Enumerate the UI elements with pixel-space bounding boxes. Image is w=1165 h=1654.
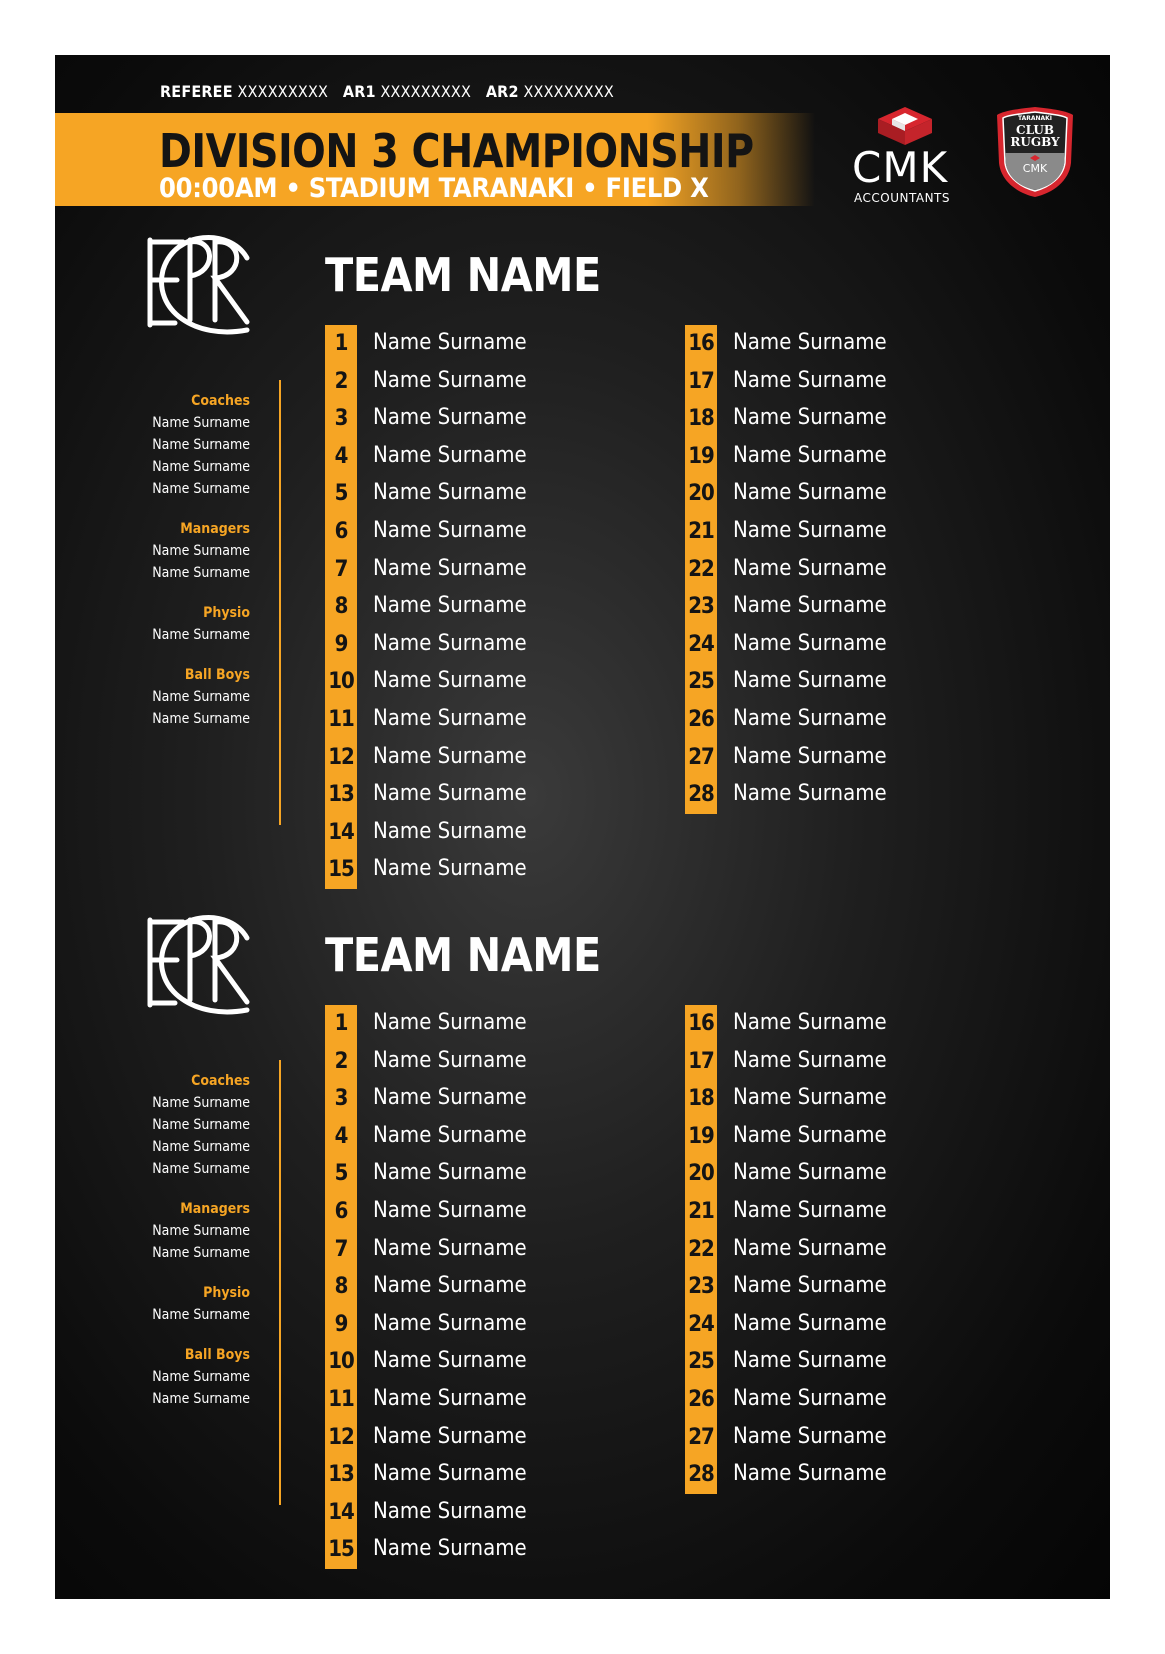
player-row <box>325 363 655 400</box>
shield-club-text: CLUB <box>1016 123 1054 137</box>
player-name: Name Surname <box>373 1198 527 1223</box>
player-row <box>325 475 655 512</box>
jersey-number: 12 <box>328 1424 354 1450</box>
player-row <box>325 1456 655 1493</box>
jersey-number: 14 <box>328 819 354 845</box>
player-row <box>325 438 655 475</box>
jersey-number: 17 <box>688 368 714 394</box>
staff-person: Name Surname <box>152 711 250 727</box>
staff-role-label: Coaches <box>191 393 250 409</box>
player-name: Name Surname <box>733 743 887 769</box>
player-row <box>325 1343 655 1380</box>
staff-role-label: Physio <box>203 1285 250 1301</box>
staff-person: Name Surname <box>152 565 250 581</box>
jersey-number: 23 <box>688 594 714 620</box>
player-row <box>325 701 655 738</box>
player-name: Name Surname <box>373 1122 527 1148</box>
player-row <box>685 1193 1015 1230</box>
jersey-number: 7 <box>334 1236 348 1262</box>
jersey-number: 22 <box>688 556 714 582</box>
player-row <box>685 1231 1015 1268</box>
jersey-number: 28 <box>688 782 714 808</box>
player-row <box>325 1381 655 1418</box>
jersey-number: 25 <box>688 1349 714 1375</box>
staff-role-label: Physio <box>203 605 250 621</box>
player-name: Name Surname <box>733 330 887 355</box>
staff-role-label: Managers <box>180 1201 250 1217</box>
title-banner <box>55 113 815 206</box>
jersey-number: 2 <box>334 368 348 394</box>
player-row <box>325 1043 655 1080</box>
player-name: Name Surname <box>373 1047 527 1073</box>
player-name: Name Surname <box>373 1461 527 1487</box>
player-name: Name Surname <box>733 706 887 731</box>
player-row <box>685 701 1015 738</box>
jersey-number: 5 <box>334 1161 348 1187</box>
jersey-number: 24 <box>688 1311 714 1337</box>
player-name: Name Surname <box>733 1273 887 1299</box>
player-name: Name Surname <box>733 1235 887 1261</box>
team-section-2 <box>55 910 1110 1563</box>
player-name: Name Surname <box>733 518 887 543</box>
player-name: Name Surname <box>373 1160 527 1186</box>
player-row <box>325 325 655 362</box>
player-name: Name Surname <box>733 1348 887 1374</box>
jersey-number: 6 <box>334 519 348 544</box>
jersey-number: 19 <box>688 1123 714 1149</box>
player-row <box>685 551 1015 588</box>
player-name: Name Surname <box>373 1235 527 1261</box>
team-staff <box>105 390 250 748</box>
player-name: Name Surname <box>733 1198 887 1223</box>
shield-cmk-text: CMK <box>1022 162 1048 175</box>
staff-role-label: Coaches <box>191 1073 250 1089</box>
jersey-number: 11 <box>328 707 354 732</box>
player-row <box>685 1043 1015 1080</box>
managers-group <box>105 1198 250 1264</box>
jersey-number: 1 <box>334 1011 348 1036</box>
jersey-number: 2 <box>334 1048 348 1074</box>
player-name: Name Surname <box>373 1498 527 1524</box>
jersey-number: 15 <box>328 857 354 883</box>
player-name: Name Surname <box>373 1536 527 1562</box>
staff-person: Name Surname <box>152 689 250 705</box>
player-name: Name Surname <box>733 1010 887 1035</box>
player-row <box>325 588 655 625</box>
player-name: Name Surname <box>373 1348 527 1374</box>
jersey-number: 10 <box>328 669 354 695</box>
jersey-number: 27 <box>688 744 714 770</box>
ar1-label: AR1 <box>342 82 376 101</box>
jersey-number: 27 <box>688 1424 714 1450</box>
player-name: Name Surname <box>373 1386 527 1411</box>
player-name: Name Surname <box>733 367 887 393</box>
player-row <box>685 588 1015 625</box>
jersey-number: 23 <box>688 1274 714 1300</box>
player-name: Name Surname <box>373 593 527 619</box>
staff-person: Name Surname <box>152 543 250 559</box>
jersey-number: 5 <box>334 481 348 507</box>
jersey-number: 17 <box>688 1048 714 1074</box>
staff-person: Name Surname <box>152 1117 250 1133</box>
jersey-number: 9 <box>334 631 348 657</box>
player-row <box>325 739 655 776</box>
player-row <box>325 1268 655 1305</box>
player-name: Name Surname <box>733 1310 887 1336</box>
player-row <box>685 1118 1015 1155</box>
staff-person: Name Surname <box>152 437 250 453</box>
player-name: Name Surname <box>373 668 527 694</box>
player-row <box>325 1005 655 1042</box>
player-row <box>685 1080 1015 1117</box>
ar2-value: XXXXXXXXX <box>523 82 614 101</box>
player-name: Name Surname <box>373 1310 527 1336</box>
player-row <box>325 1193 655 1230</box>
staff-person: Name Surname <box>152 415 250 431</box>
player-row <box>685 1268 1015 1305</box>
match-officials <box>160 82 624 101</box>
team-sheet-poster <box>55 55 1110 1599</box>
club-monogram-logo <box>135 230 265 340</box>
jersey-number: 26 <box>688 1387 714 1412</box>
player-name: Name Surname <box>733 1386 887 1411</box>
player-name: Name Surname <box>733 1160 887 1186</box>
player-row <box>685 1306 1015 1343</box>
jersey-number: 19 <box>688 443 714 469</box>
player-name: Name Surname <box>733 1461 887 1487</box>
player-name: Name Surname <box>733 630 887 656</box>
player-row <box>325 513 655 550</box>
jersey-number: 11 <box>328 1387 354 1412</box>
staff-role-label: Managers <box>180 521 250 537</box>
jersey-number: 1 <box>334 331 348 356</box>
player-name: Name Surname <box>373 1273 527 1299</box>
player-name: Name Surname <box>373 442 527 468</box>
player-name: Name Surname <box>733 1423 887 1449</box>
player-name: Name Surname <box>733 1122 887 1148</box>
event-subtitle: 00:00AM • STADIUM TARANAKI • FIELD X <box>159 173 709 204</box>
staff-role-label: Ball Boys <box>184 667 250 683</box>
player-row <box>325 1531 655 1568</box>
jersey-number: 28 <box>688 1462 714 1488</box>
player-row <box>685 663 1015 700</box>
jersey-number: 25 <box>688 669 714 695</box>
player-name: Name Surname <box>373 706 527 731</box>
player-name: Name Surname <box>733 480 887 506</box>
jersey-number: 14 <box>328 1499 354 1525</box>
player-name: Name Surname <box>373 818 527 844</box>
jersey-number: 7 <box>334 556 348 582</box>
staff-person: Name Surname <box>152 1369 250 1385</box>
jersey-number: 15 <box>328 1537 354 1563</box>
player-row <box>685 475 1015 512</box>
player-row <box>325 1231 655 1268</box>
jersey-number: 22 <box>688 1236 714 1262</box>
coaches-group <box>105 390 250 500</box>
jersey-number: 13 <box>328 1462 354 1488</box>
team-staff <box>105 1070 250 1428</box>
staff-person: Name Surname <box>152 1139 250 1155</box>
player-row <box>685 1381 1015 1418</box>
player-name: Name Surname <box>373 743 527 769</box>
taranaki-club-rugby-shield-logo <box>995 105 1075 199</box>
player-row <box>685 325 1015 362</box>
ball-boys-group <box>105 664 250 730</box>
jersey-number: 26 <box>688 707 714 732</box>
divider-line <box>279 1060 281 1505</box>
shield-rugby-text: RUGBY <box>1010 135 1060 149</box>
player-name: Name Surname <box>373 518 527 543</box>
player-row <box>325 663 655 700</box>
player-row <box>685 438 1015 475</box>
player-row <box>685 626 1015 663</box>
staff-person: Name Surname <box>152 627 250 643</box>
staff-person: Name Surname <box>152 1095 250 1111</box>
ball-boys-group <box>105 1344 250 1410</box>
player-row <box>325 1419 655 1456</box>
cmk-accountants-logo <box>850 105 970 205</box>
player-name: Name Surname <box>733 442 887 468</box>
referee-value: XXXXXXXXX <box>237 82 329 101</box>
jersey-number: 3 <box>334 1086 348 1112</box>
player-name: Name Surname <box>733 781 887 807</box>
player-name: Name Surname <box>733 668 887 694</box>
cmk-wordmark: CMK <box>852 143 949 192</box>
player-name: Name Surname <box>373 856 527 882</box>
player-name: Name Surname <box>373 1085 527 1111</box>
player-row <box>685 776 1015 813</box>
player-name: Name Surname <box>373 1010 527 1035</box>
club-monogram-logo <box>135 910 265 1020</box>
player-row <box>325 1155 655 1192</box>
divider-line <box>279 380 281 825</box>
player-row <box>685 1005 1015 1042</box>
player-row <box>325 1494 655 1531</box>
player-row <box>685 1343 1015 1380</box>
player-row <box>325 1080 655 1117</box>
staff-role-label: Ball Boys <box>184 1347 250 1363</box>
jersey-number: 20 <box>688 481 714 507</box>
staff-person: Name Surname <box>152 459 250 475</box>
team-name: TEAM NAME <box>325 248 601 302</box>
player-row <box>685 1419 1015 1456</box>
physio-group <box>105 602 250 646</box>
player-name: Name Surname <box>733 555 887 581</box>
staff-person: Name Surname <box>152 1245 250 1261</box>
jersey-number: 8 <box>334 594 348 620</box>
jersey-number: 20 <box>688 1161 714 1187</box>
jersey-number: 12 <box>328 744 354 770</box>
player-row <box>325 1306 655 1343</box>
ar1-value: XXXXXXXXX <box>380 82 472 101</box>
jersey-number: 24 <box>688 631 714 657</box>
jersey-number: 3 <box>334 406 348 432</box>
shield-top-text: TARANAKI <box>1017 115 1053 122</box>
player-name: Name Surname <box>373 781 527 807</box>
jersey-number: 21 <box>688 1199 714 1224</box>
player-row <box>325 400 655 437</box>
jersey-number: 6 <box>334 1199 348 1224</box>
team-section-1 <box>55 230 1110 883</box>
jersey-number: 4 <box>334 443 348 469</box>
player-name: Name Surname <box>373 330 527 355</box>
coaches-group <box>105 1070 250 1180</box>
player-row <box>685 739 1015 776</box>
player-row <box>325 851 655 888</box>
jersey-number: 10 <box>328 1349 354 1375</box>
player-name: Name Surname <box>373 630 527 656</box>
player-row <box>325 814 655 851</box>
event-title: DIVISION 3 CHAMPIONSHIP <box>159 125 754 179</box>
jersey-number: 18 <box>688 1086 714 1112</box>
jersey-number: 13 <box>328 782 354 808</box>
player-name: Name Surname <box>373 480 527 506</box>
staff-person: Name Surname <box>152 481 250 497</box>
player-row <box>685 513 1015 550</box>
player-row <box>685 363 1015 400</box>
jersey-number: 9 <box>334 1311 348 1337</box>
staff-person: Name Surname <box>152 1223 250 1239</box>
player-name: Name Surname <box>373 367 527 393</box>
cmk-cube-icon <box>870 105 940 147</box>
player-row <box>325 551 655 588</box>
player-name: Name Surname <box>733 593 887 619</box>
player-row <box>685 1456 1015 1493</box>
referee-label: REFEREE <box>160 82 233 101</box>
player-row <box>325 626 655 663</box>
managers-group <box>105 518 250 584</box>
player-row <box>325 776 655 813</box>
jersey-number: 8 <box>334 1274 348 1300</box>
player-name: Name Surname <box>373 555 527 581</box>
team-name: TEAM NAME <box>325 928 601 982</box>
jersey-number: 16 <box>688 331 714 356</box>
player-row <box>325 1118 655 1155</box>
physio-group <box>105 1282 250 1326</box>
player-name: Name Surname <box>733 405 887 431</box>
player-row <box>685 1155 1015 1192</box>
staff-person: Name Surname <box>152 1307 250 1323</box>
player-name: Name Surname <box>733 1085 887 1111</box>
ar2-label: AR2 <box>485 82 519 101</box>
player-name: Name Surname <box>373 405 527 431</box>
player-name: Name Surname <box>733 1047 887 1073</box>
staff-person: Name Surname <box>152 1161 250 1177</box>
jersey-number: 18 <box>688 406 714 432</box>
player-row <box>685 400 1015 437</box>
cmk-subtitle: ACCOUNTANTS <box>854 191 950 205</box>
player-name: Name Surname <box>373 1423 527 1449</box>
jersey-number: 4 <box>334 1123 348 1149</box>
staff-person: Name Surname <box>152 1391 250 1407</box>
jersey-number: 21 <box>688 519 714 544</box>
jersey-number: 16 <box>688 1011 714 1036</box>
